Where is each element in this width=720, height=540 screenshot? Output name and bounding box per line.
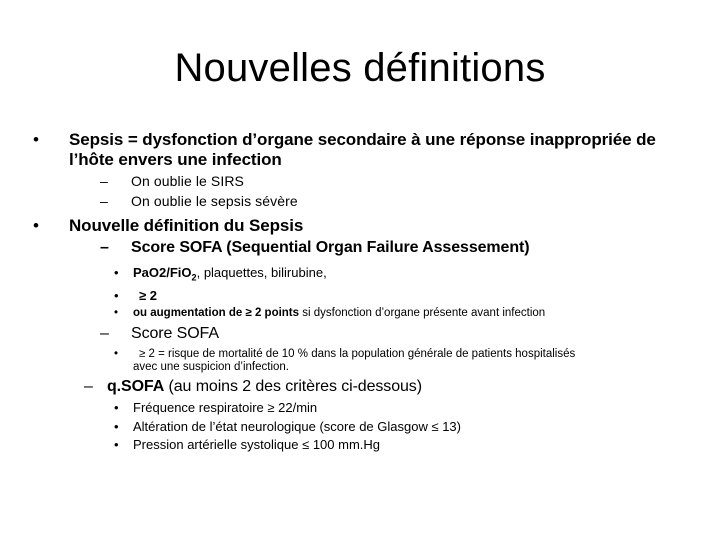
qsofa-heading (107, 377, 422, 397)
sofa-threshold: ≥ 2 (139, 288, 157, 303)
sofa-criteria (133, 265, 327, 281)
new-sepsis-definition-heading: Nouvelle définition du Sepsis (69, 216, 304, 235)
mortality-risk-line-1: ≥ 2 = risque de mortalité de 10 % dans la population générale de patients hospitalisés (139, 348, 576, 360)
bullet-dot: • (33, 216, 39, 235)
pao2-fio2-label: PaO2/FiO (133, 265, 192, 280)
qsofa-label: q.SOFA (107, 378, 165, 395)
sirs-note: On oublie le SIRS (131, 173, 244, 189)
bullet-dot: • (114, 419, 119, 434)
qsofa-item-blood-pressure: Pression artérielle systolique ≤ 100 mm.Hg (133, 437, 381, 452)
bullet-dot: • (114, 437, 119, 452)
score-sofa-heading: Score SOFA (131, 325, 219, 342)
qsofa-item-respiratory: Fréquence respiratoire ≥ 22/min (133, 400, 318, 415)
bullet-dot: • (114, 400, 119, 415)
mortality-risk-line-2: avec une suspicion d’infection. (133, 361, 289, 373)
sofa-criteria-rest: , plaquettes, bilirubine, (196, 265, 327, 280)
bullet-dot: • (114, 288, 119, 303)
sepsis-definition-line-2: l’hôte envers une infection (69, 150, 282, 169)
bullet-dash: – (100, 325, 109, 342)
augmentation-bold: ou augmentation de ≥ 2 points (133, 307, 300, 319)
fio2-subscript: 2 (191, 272, 197, 283)
bullet-dash: – (100, 193, 108, 209)
bullet-dash: – (84, 378, 93, 395)
bullet-dot: • (114, 307, 119, 319)
bullet-dash: – (100, 239, 109, 256)
slide-title: Nouvelles définitions (174, 46, 546, 90)
sofa-augmentation (133, 306, 545, 320)
bullet-dash: – (100, 173, 108, 189)
qsofa-item-neurologic: Altération de l’état neurologique (score de Glasgow ≤ 13) (133, 419, 461, 434)
bullet-dot: • (33, 130, 39, 149)
sepsis-definition-line-1: Sepsis = dysfonction d’organe secondaire à une réponse inappropriée de (69, 130, 656, 149)
bullet-dot: • (114, 265, 119, 280)
bullet-dot: • (114, 348, 119, 360)
score-sofa-full-heading: Score SOFA (Sequential Organ Failure Assessement) (131, 239, 530, 256)
severe-sepsis-note: On oublie le sepsis sévère (131, 193, 298, 209)
qsofa-description: (au moins 2 des critères ci-dessous) (164, 378, 422, 395)
augmentation-rest: si dysfonction d’organe présente avant infection (299, 307, 546, 319)
